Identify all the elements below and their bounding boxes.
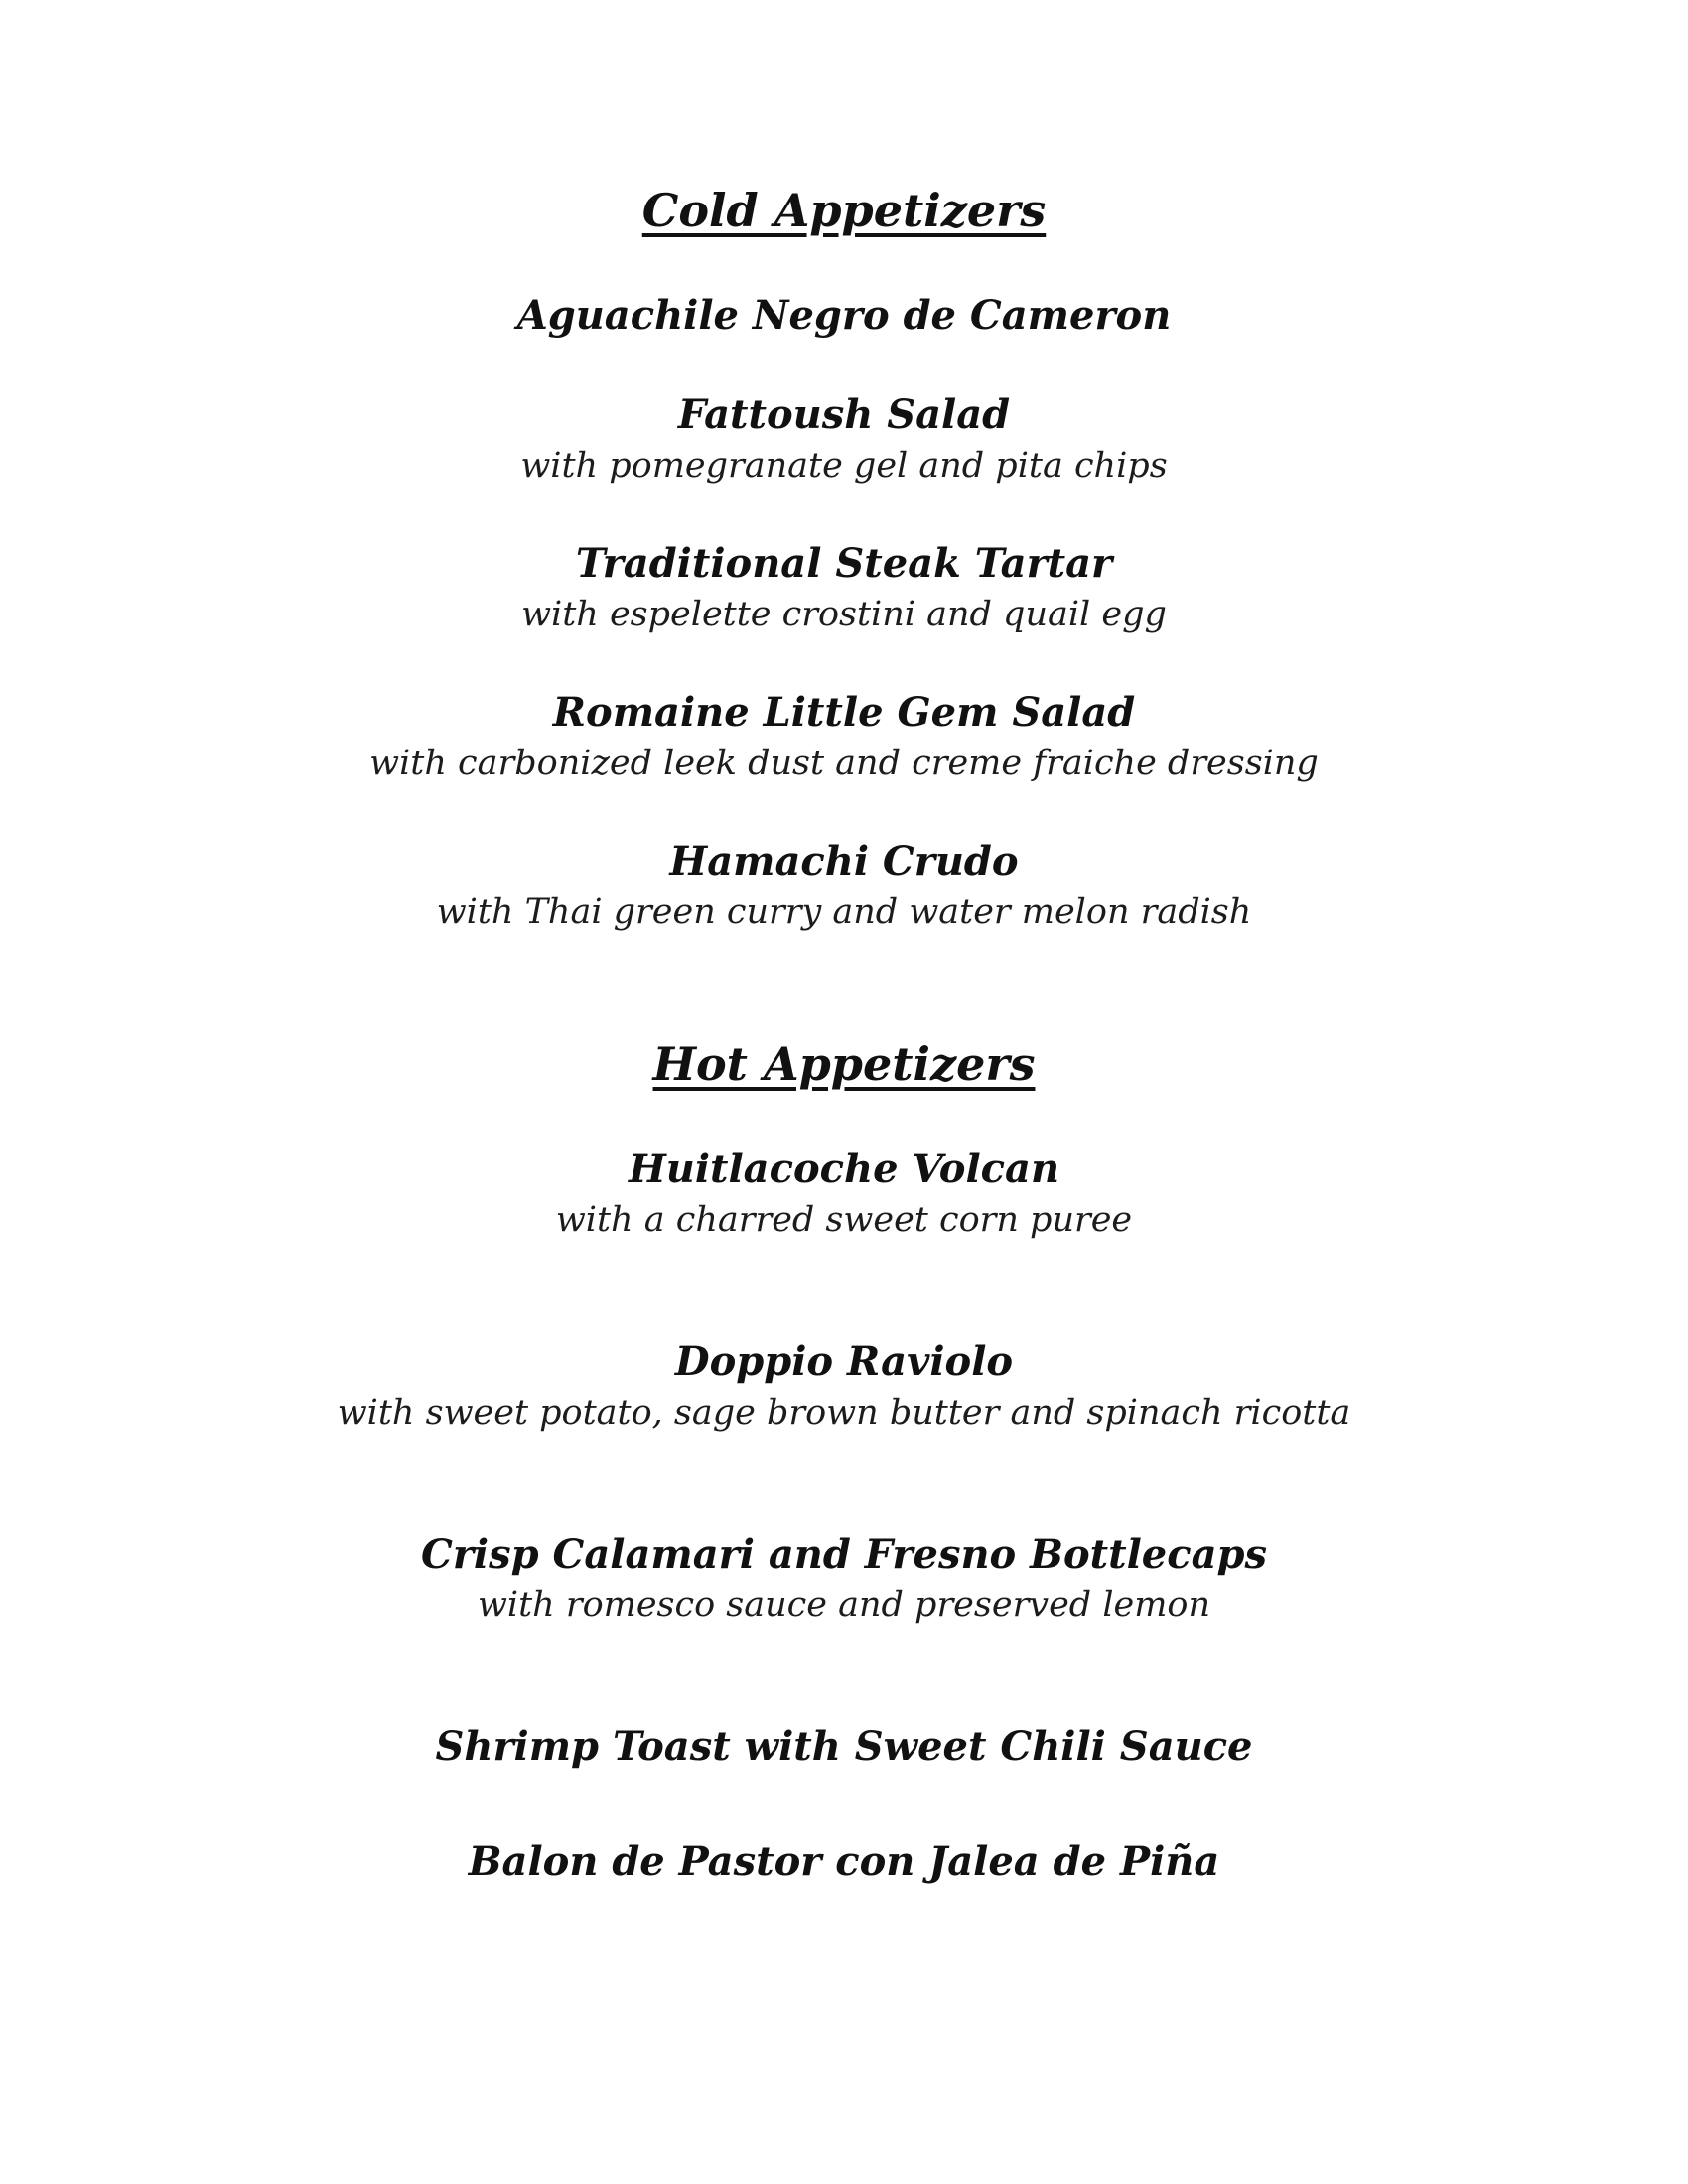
section-title-hot-appetizers: Hot Appetizers <box>652 1037 1036 1091</box>
menu-item-aguachile <box>0 290 1688 341</box>
item-name: Hamachi Crudo <box>669 838 1019 885</box>
item-name: Aguachile Negro de Cameron <box>516 292 1172 339</box>
menu-item-doppio-raviolo <box>0 1336 1688 1437</box>
item-name: Shrimp Toast with Sweet Chili Sauce <box>435 1723 1253 1770</box>
item-name: Traditional Steak Tartar <box>575 540 1113 587</box>
item-name: Romaine Little Gem Salad <box>552 689 1136 736</box>
menu-item-crisp-calamari <box>0 1529 1688 1630</box>
section-hot-appetizers <box>0 1032 1688 1888</box>
menu-item-romaine-salad <box>0 687 1688 788</box>
item-description: with pomegranate gel and pita chips <box>520 446 1168 485</box>
item-description: with a charred sweet corn puree <box>555 1200 1133 1240</box>
menu-item-hamachi-crudo <box>0 836 1688 937</box>
item-name: Balon de Pastor con Jalea de Piña <box>468 1839 1220 1885</box>
item-description: with Thai green curry and water melon radish <box>436 892 1252 932</box>
item-name: Huitlacoche Volcan <box>628 1146 1060 1192</box>
item-name: Doppio Raviolo <box>674 1338 1014 1385</box>
menu-item-balon-de-pastor <box>0 1837 1688 1888</box>
item-description: with espelette crostini and quail egg <box>521 595 1167 634</box>
menu-item-steak-tartar <box>0 538 1688 639</box>
menu-item-fattoush-salad <box>0 389 1688 490</box>
item-description: with carbonized leek dust and creme fraiche dressing <box>369 744 1319 783</box>
item-name: Fattoush Salad <box>677 391 1011 438</box>
item-description: with romesco sauce and preserved lemon <box>477 1585 1211 1625</box>
menu-item-huitlacoche-volcan <box>0 1144 1688 1245</box>
menu-item-shrimp-toast <box>0 1721 1688 1773</box>
item-description: with sweet potato, sage brown butter and spinach ricotta <box>337 1393 1351 1433</box>
section-cold-appetizers <box>0 179 1688 937</box>
section-title-cold-appetizers: Cold Appetizers <box>641 184 1047 237</box>
item-name: Crisp Calamari and Fresno Bottlecaps <box>421 1531 1267 1577</box>
